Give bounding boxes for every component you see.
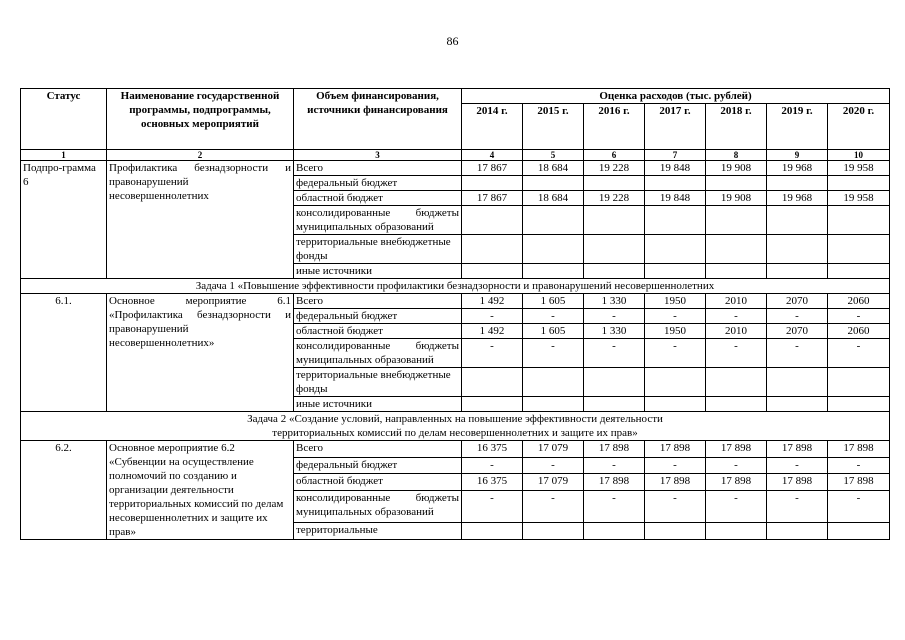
source-cell: Всего — [294, 161, 462, 176]
value-cell: - — [767, 339, 828, 368]
value-cell: - — [828, 309, 890, 324]
source-cell: консолидированные бюджеты муниципальных образований — [294, 339, 462, 368]
value-cell: - — [523, 491, 584, 523]
status-cell: 6.1. — [21, 294, 107, 412]
header-status: Статус — [21, 89, 107, 150]
value-cell: 17 898 — [767, 441, 828, 458]
value-cell: - — [828, 339, 890, 368]
value-cell: 19 968 — [767, 191, 828, 206]
value-cell: 19 848 — [645, 191, 706, 206]
value-cell: - — [645, 457, 706, 474]
year-header: 2018 г. — [706, 104, 767, 150]
source-cell: областной бюджет — [294, 324, 462, 339]
value-cell: 1 330 — [584, 324, 645, 339]
value-cell: 19 968 — [767, 161, 828, 176]
source-cell: консолидированные бюджеты муниципальных образований — [294, 206, 462, 235]
year-header: 2017 г. — [645, 104, 706, 150]
source-cell: Всего — [294, 294, 462, 309]
value-cell: - — [584, 457, 645, 474]
value-cell: - — [706, 491, 767, 523]
measure-name-cell: Основное мероприятие 6.1 «Профилактика безнадзорности и правонарушений несовершеннолетних» — [107, 294, 294, 412]
value-cell: 2010 — [706, 324, 767, 339]
value-cell: - — [584, 339, 645, 368]
source-cell: иные источники — [294, 264, 462, 279]
value-cell: - — [462, 309, 523, 324]
value-cell: - — [828, 457, 890, 474]
value-cell: 16 375 — [462, 474, 523, 491]
value-cell: 1 492 — [462, 324, 523, 339]
column-number: 3 — [294, 150, 462, 161]
value-cell: 2070 — [767, 294, 828, 309]
year-header: 2016 г. — [584, 104, 645, 150]
value-cell: 2060 — [828, 324, 890, 339]
value-cell: 17 079 — [523, 474, 584, 491]
column-number: 1 — [21, 150, 107, 161]
value-cell: 17 898 — [645, 474, 706, 491]
task-row — [21, 279, 890, 294]
table-row — [21, 161, 890, 176]
value-cell: 17 898 — [584, 474, 645, 491]
value-cell: 19 908 — [706, 191, 767, 206]
column-number: 6 — [584, 150, 645, 161]
value-cell: 19 848 — [645, 161, 706, 176]
task-row — [21, 412, 890, 441]
header-name: Наименование государственной программы, подпрограммы, основных мероприятий — [107, 89, 294, 150]
source-cell: иные источники — [294, 397, 462, 412]
column-number: 8 — [706, 150, 767, 161]
column-number: 5 — [523, 150, 584, 161]
value-cell: - — [767, 491, 828, 523]
value-cell: 2010 — [706, 294, 767, 309]
value-cell: - — [523, 309, 584, 324]
year-header: 2020 г. — [828, 104, 890, 150]
value-cell: - — [645, 339, 706, 368]
value-cell: 1950 — [645, 294, 706, 309]
value-cell: - — [706, 339, 767, 368]
value-cell: - — [523, 457, 584, 474]
value-cell: 19 958 — [828, 161, 890, 176]
source-cell: федеральный бюджет — [294, 176, 462, 191]
value-cell: 17 898 — [828, 441, 890, 458]
value-cell: - — [706, 457, 767, 474]
value-cell: - — [767, 457, 828, 474]
source-cell: консолидированные бюджеты муниципальных образований — [294, 491, 462, 523]
value-cell: - — [462, 339, 523, 368]
value-cell: - — [706, 309, 767, 324]
column-number: 10 — [828, 150, 890, 161]
value-cell: 18 684 — [523, 161, 584, 176]
value-cell: 19 958 — [828, 191, 890, 206]
task-2-title — [21, 412, 890, 441]
year-header: 2019 г. — [767, 104, 828, 150]
value-cell: 16 375 — [462, 441, 523, 458]
header-row — [21, 89, 890, 104]
column-number: 4 — [462, 150, 523, 161]
status-cell: Подпро-грамма 6 — [21, 161, 107, 279]
source-cell: территориальные — [294, 523, 462, 540]
value-cell: 17 898 — [828, 474, 890, 491]
value-cell: 17 898 — [706, 441, 767, 458]
column-number: 2 — [107, 150, 294, 161]
source-cell: территориальные внебюджетные фонды — [294, 235, 462, 264]
column-number: 9 — [767, 150, 828, 161]
value-cell: 2070 — [767, 324, 828, 339]
value-cell: 17 898 — [767, 474, 828, 491]
value-cell: 1 605 — [523, 294, 584, 309]
source-cell: областной бюджет — [294, 474, 462, 491]
status-cell: 6.2. — [21, 441, 107, 540]
year-header: 2014 г. — [462, 104, 523, 150]
header-volume: Объем финансирования, источники финансирования — [294, 89, 462, 150]
value-cell: 17 079 — [523, 441, 584, 458]
budget-table — [20, 88, 890, 540]
value-cell: 17 898 — [645, 441, 706, 458]
value-cell: 17 867 — [462, 161, 523, 176]
value-cell: 18 684 — [523, 191, 584, 206]
value-cell: 17 867 — [462, 191, 523, 206]
source-cell: федеральный бюджет — [294, 309, 462, 324]
table-row — [21, 294, 890, 309]
value-cell: 19 908 — [706, 161, 767, 176]
value-cell: 17 898 — [584, 441, 645, 458]
value-cell: 19 228 — [584, 191, 645, 206]
table-row — [21, 441, 890, 458]
task-2-line-1: Задача 2 «Создание условий, направленных на повышение эффективности деятельности — [247, 413, 663, 425]
value-cell: - — [462, 491, 523, 523]
value-cell: - — [584, 309, 645, 324]
value-cell: 19 228 — [584, 161, 645, 176]
value-cell: 17 898 — [706, 474, 767, 491]
value-cell: - — [645, 309, 706, 324]
value-cell: - — [767, 309, 828, 324]
value-cell: 1 330 — [584, 294, 645, 309]
value-cell: - — [584, 491, 645, 523]
task-1-title: Задача 1 «Повышение эффективности профилактики безнадзорности и правонарушений несовершеннолетних — [21, 279, 890, 294]
value-cell: - — [462, 457, 523, 474]
value-cell: 1950 — [645, 324, 706, 339]
page-number: 86 — [446, 34, 459, 48]
value-cell: 1 492 — [462, 294, 523, 309]
source-cell: федеральный бюджет — [294, 457, 462, 474]
column-number-row — [21, 150, 890, 161]
value-cell: - — [523, 339, 584, 368]
source-cell: Всего — [294, 441, 462, 458]
year-header: 2015 г. — [523, 104, 584, 150]
program-name-cell: Профилактика безнадзорности и правонарушений несовершеннолетних — [107, 161, 294, 279]
value-cell: 1 605 — [523, 324, 584, 339]
source-cell: областной бюджет — [294, 191, 462, 206]
task-2-line-2: территориальных комиссий по делам несовершеннолетних и защите их прав» — [272, 427, 638, 439]
column-number: 7 — [645, 150, 706, 161]
source-cell: территориальные внебюджетные фонды — [294, 368, 462, 397]
header-estimate: Оценка расходов (тыс. рублей) — [462, 89, 890, 104]
value-cell: - — [828, 491, 890, 523]
value-cell: - — [645, 491, 706, 523]
measure-name-cell: Основное мероприятие 6.2 «Субвенции на осуществление полномочий по созданию и организации деятельности территориальных комиссий по делам несовершеннолетних и защите их прав» — [107, 441, 294, 540]
value-cell: 2060 — [828, 294, 890, 309]
